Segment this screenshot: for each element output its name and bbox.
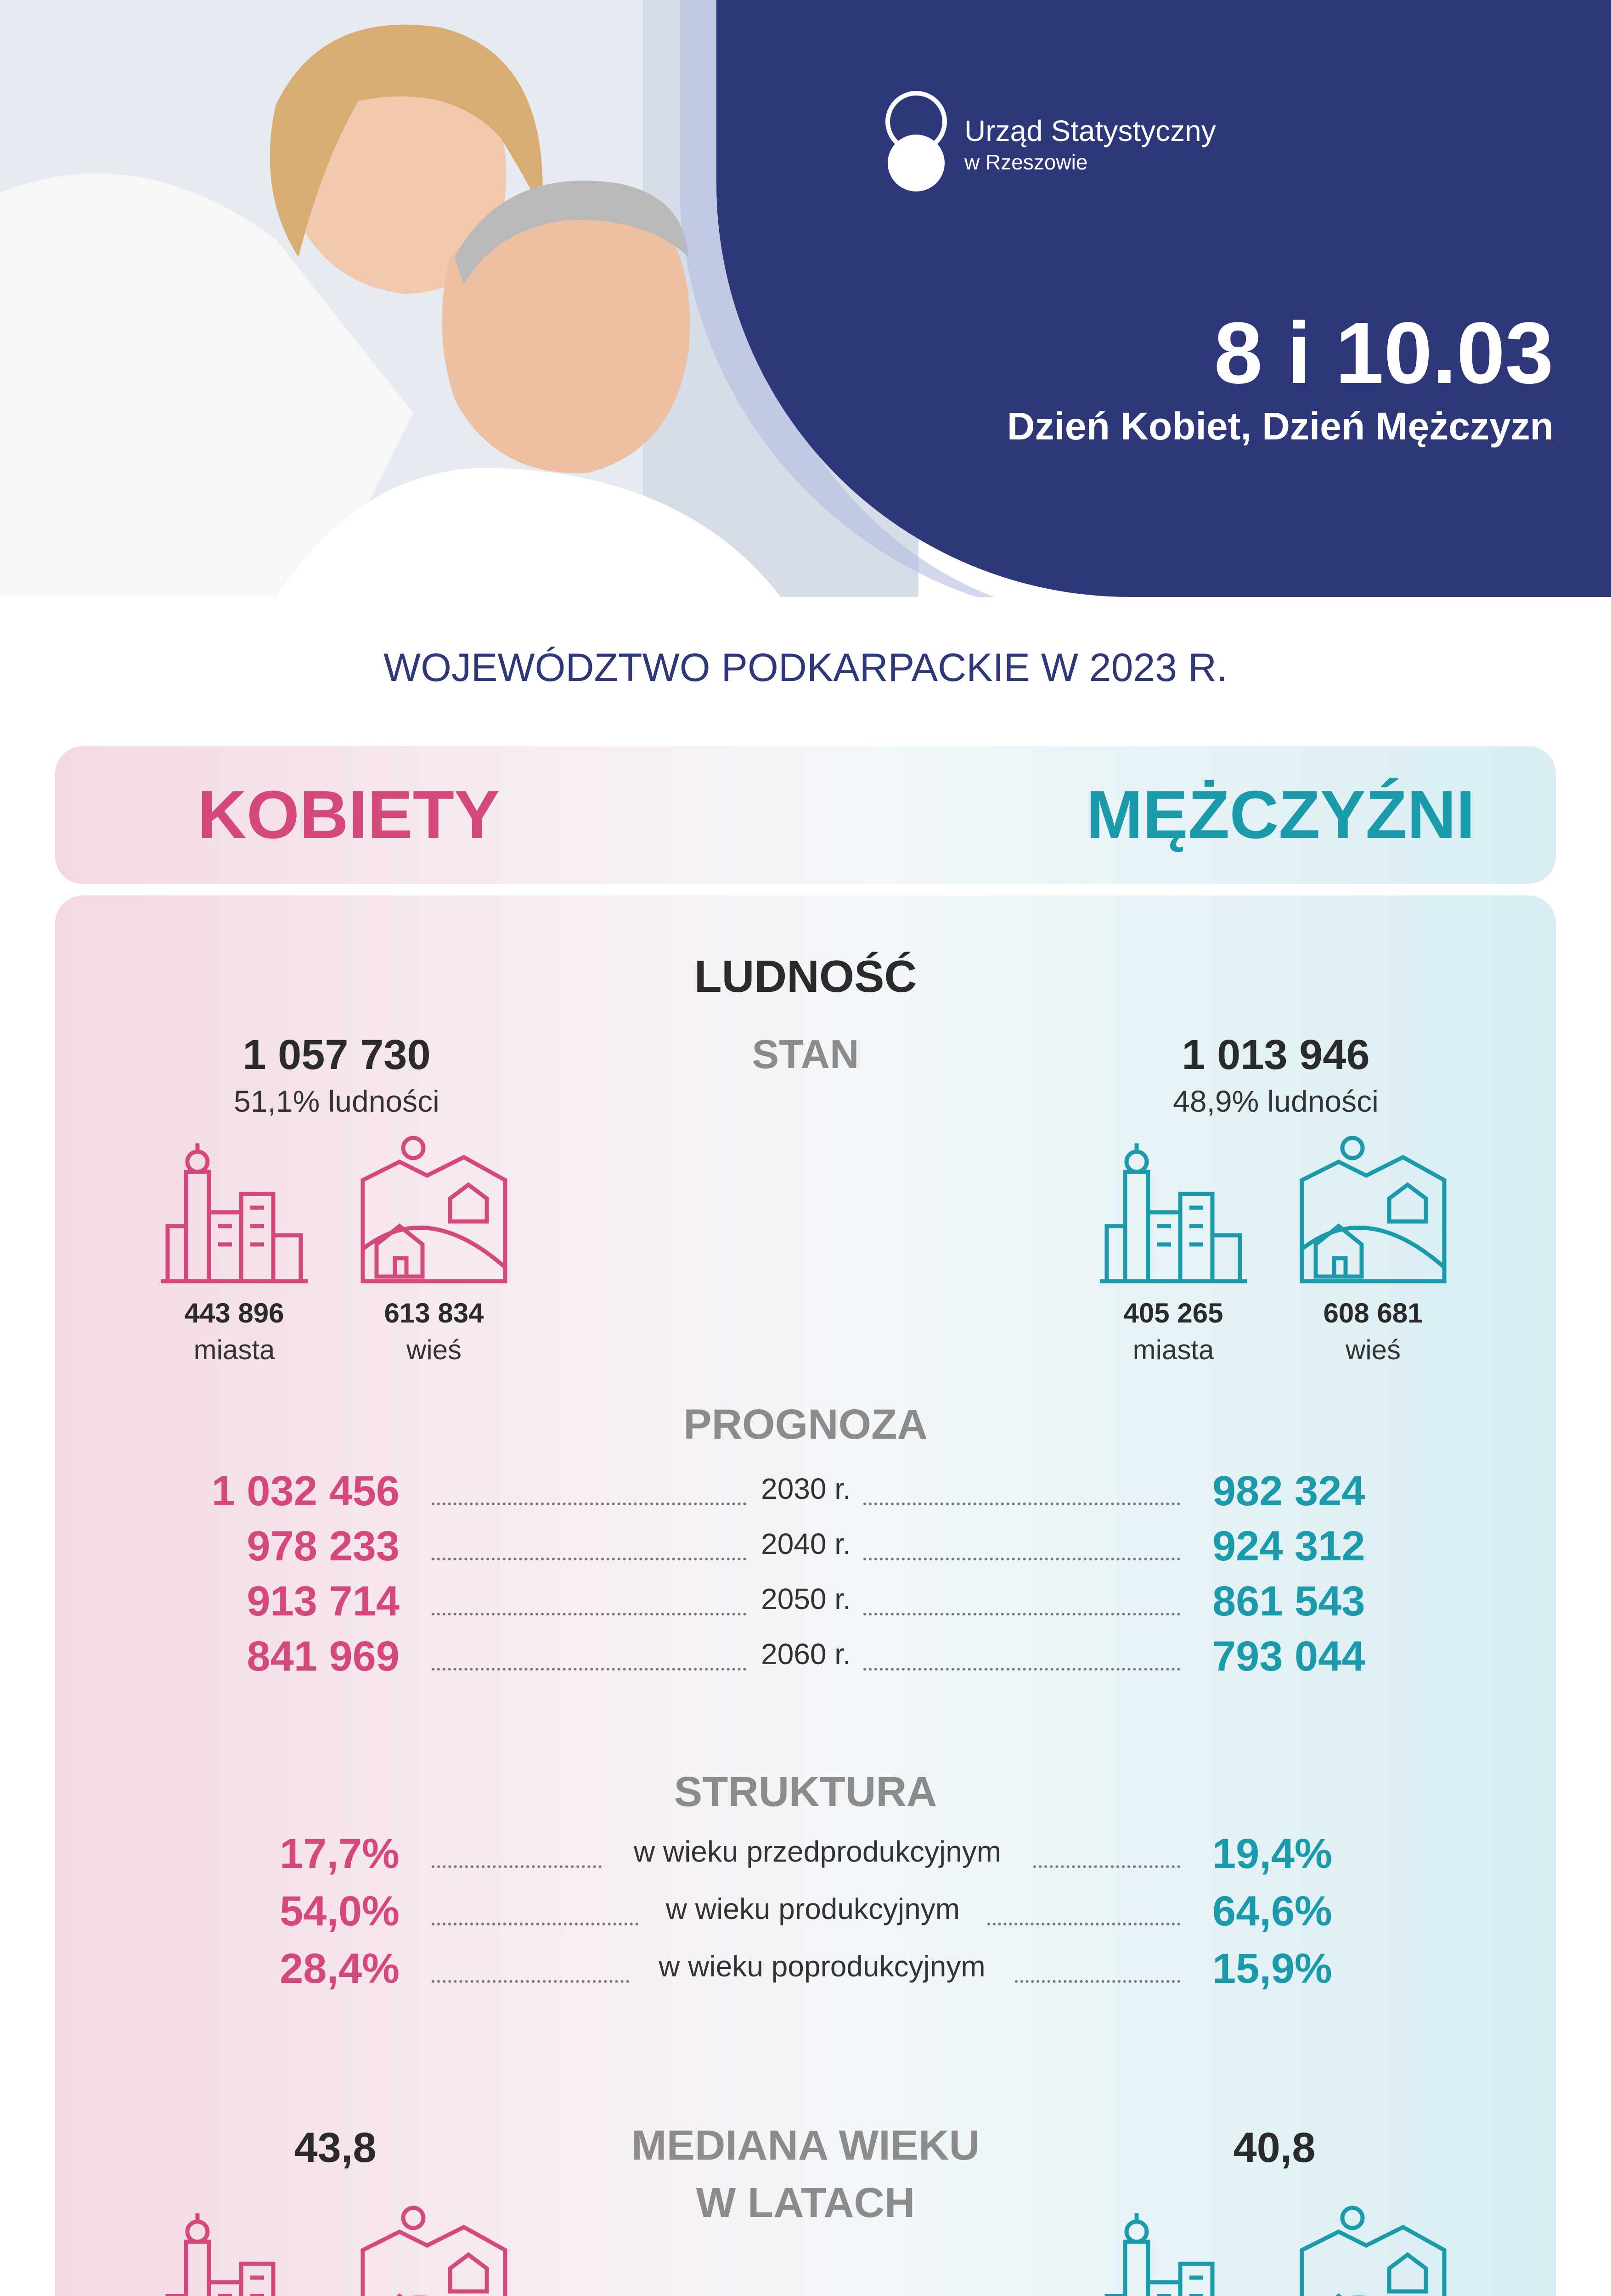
- city-icon: [158, 2204, 310, 2296]
- village-icon: [358, 1134, 510, 1286]
- forecast-women-2060: 841 969: [247, 1633, 400, 1680]
- city-icon: [1098, 2204, 1249, 2296]
- structure-title: STRUKTURA: [674, 1768, 937, 1815]
- dotted-leader: [1033, 1865, 1180, 1868]
- dotted-leader: [432, 1558, 746, 1560]
- dotted-leader: [987, 1923, 1180, 1925]
- dotted-leader: [432, 1923, 638, 1925]
- men-city-population: 405 265: [1123, 1298, 1223, 1328]
- men-village-population: 608 681: [1323, 1298, 1423, 1328]
- women-population-share: 51,1% ludności: [234, 1084, 439, 1118]
- hero-date: 8 i 10.03: [1214, 304, 1554, 402]
- forecast-women-2050: 913 714: [247, 1578, 400, 1625]
- forecast-women-2040: 978 233: [247, 1523, 400, 1570]
- forecast-men-2030: 982 324: [1212, 1468, 1365, 1514]
- median-title-line1: MEDIANA WIEKU: [631, 2122, 980, 2169]
- office-logo-text: [964, 113, 1216, 176]
- structure-women-preproductive: 17,7%: [280, 1830, 400, 1877]
- forecast-year: 2050 r.: [761, 1582, 851, 1615]
- dotted-leader: [1015, 1980, 1180, 1983]
- men-population-share: 48,9% ludności: [1173, 1084, 1379, 1118]
- hero-subtitle: Dzień Kobiet, Dzień Mężczyzn: [1007, 405, 1554, 448]
- men-median-age: 40,8: [1233, 2124, 1316, 2171]
- village-label: wieś: [406, 1334, 462, 1365]
- population-title: LUDNOŚĆ: [694, 951, 917, 1002]
- city-icon: [1098, 1134, 1249, 1286]
- forecast-men-2060: 793 044: [1212, 1633, 1365, 1680]
- women-heading: KOBIETY: [197, 777, 500, 853]
- dotted-leader: [432, 1980, 629, 1983]
- forecast-men-2050: 861 543: [1212, 1578, 1365, 1625]
- village-icon: [358, 2204, 510, 2296]
- city-label: miasta: [1132, 1334, 1214, 1365]
- city-label: miasta: [193, 1334, 275, 1365]
- dotted-leader: [863, 1613, 1180, 1615]
- dotted-leader: [432, 1503, 746, 1505]
- forecast-year: 2060 r.: [761, 1638, 851, 1671]
- dotted-leader: [863, 1503, 1180, 1505]
- women-median-age: 43,8: [294, 2124, 377, 2171]
- women-city-population: 443 896: [184, 1298, 284, 1328]
- men-heading: MĘŻCZYŹNI: [1086, 777, 1475, 853]
- structure-men-postproductive: 15,9%: [1212, 1945, 1332, 1992]
- structure-women-postproductive: 28,4%: [280, 1945, 400, 1992]
- dotted-leader: [432, 1613, 746, 1615]
- city-icon: [158, 1134, 310, 1286]
- median-title-line2: W LATACH: [696, 2179, 915, 2226]
- forecast-women-2030: 1 032 456: [211, 1468, 400, 1514]
- structure-label: w wieku poprodukcyjnym: [659, 1950, 986, 1983]
- dotted-leader: [432, 1865, 602, 1868]
- page-title: WOJEWÓDZTWO PODKARPACKIE W 2023 R.: [383, 646, 1228, 690]
- structure-men-productive: 64,6%: [1212, 1888, 1332, 1935]
- stan-label: STAN: [752, 1031, 859, 1077]
- header-banner: [0, 0, 1611, 597]
- village-icon: [1297, 1134, 1449, 1286]
- dotted-leader: [863, 1668, 1180, 1671]
- forecast-year: 2030 r.: [761, 1472, 851, 1505]
- village-icon: [1297, 2204, 1449, 2296]
- dotted-leader: [432, 1668, 746, 1671]
- structure-label: w wieku produkcyjnym: [665, 1892, 960, 1925]
- women-population-total: 1 057 730: [242, 1031, 431, 1078]
- women-village-population: 613 834: [384, 1298, 484, 1328]
- structure-women-productive: 54,0%: [280, 1888, 400, 1935]
- men-population-total: 1 013 946: [1182, 1031, 1370, 1078]
- forecast-year: 2040 r.: [761, 1527, 851, 1560]
- dotted-leader: [863, 1558, 1180, 1560]
- forecast-men-2040: 924 312: [1212, 1523, 1365, 1570]
- structure-men-preproductive: 19,4%: [1212, 1830, 1332, 1877]
- logo-line1: Urząd Statystyczny: [964, 114, 1216, 147]
- office-logo-icon: [875, 90, 958, 200]
- village-label: wieś: [1345, 1334, 1401, 1365]
- logo-line2: w Rzeszowie: [964, 150, 1088, 174]
- structure-label: w wieku przedprodukcyjnym: [633, 1835, 1002, 1868]
- forecast-title: PROGNOZA: [683, 1401, 928, 1448]
